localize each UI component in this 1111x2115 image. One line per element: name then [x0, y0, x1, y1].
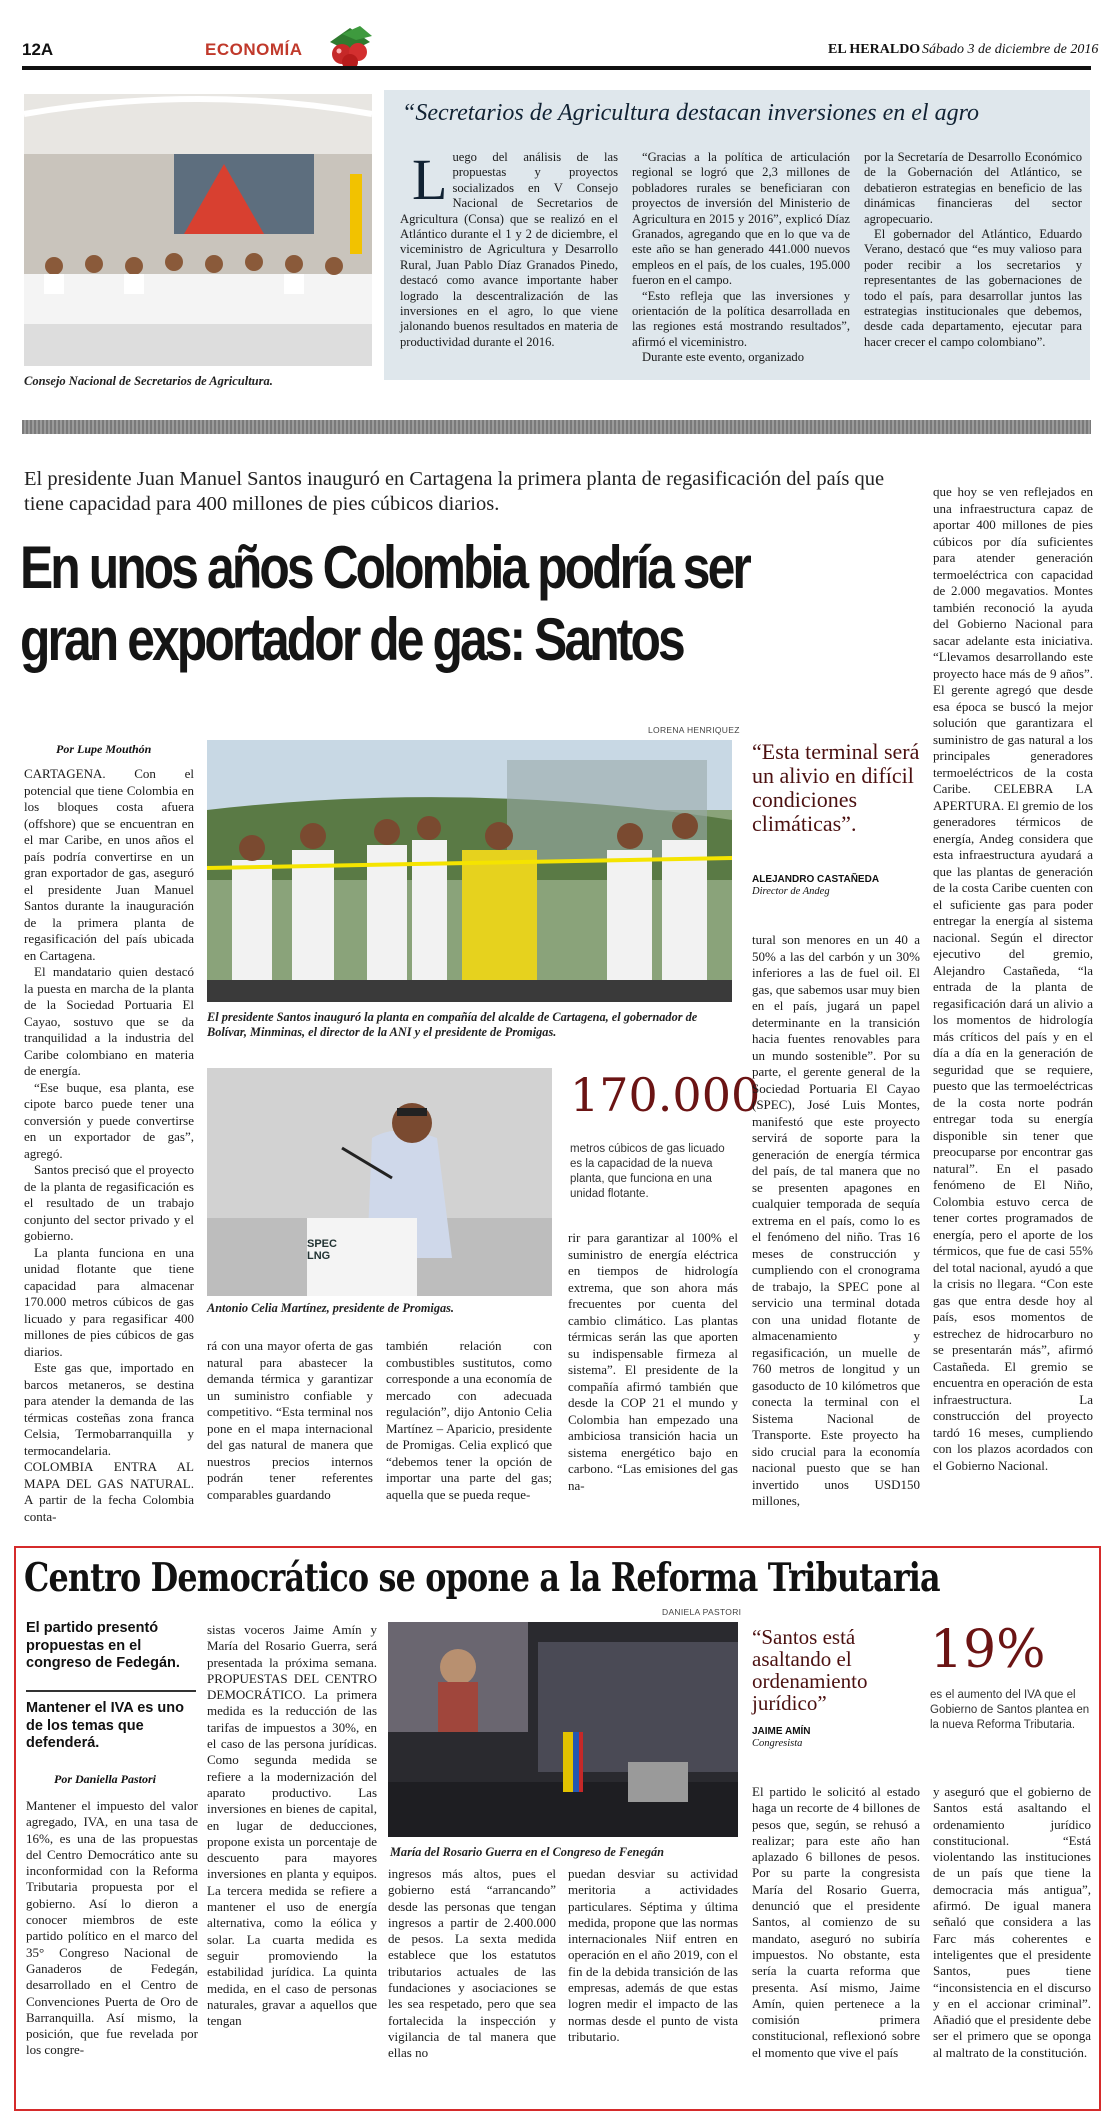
story3-column-6: y aseguró que el gobierno de Santos está asaltando el ordenamiento jurídico constitucional. “Está violentando las instituciones de un país que tiene la democracia más antigua”, afirmó. De igual manera señaló que considera a las Farc más coherentes e inteligentes que el presidente Santos, pues tiene “inconsistencia en el discurso y en el accionar criminal”. Añadió que el presidente debe ser el primero que se oponga al maltrato de la constitución.: [933, 1784, 1091, 2060]
story2-main-photo: [207, 740, 732, 1002]
story3-column-4: puedan desviar su actividad meritoria a actividades particulares. Séptima y última medida, propone que las normas internacionales Niif entren en operación en el año 2019, con el fin de la debida transición de las empresas, además de que estas logren medir el impacto de las normas desde el punto de vista tributario.: [568, 1866, 738, 2044]
story1-headline: “Secretarios de Agricultura destacan inversiones en el agro: [402, 100, 980, 126]
story3-lead-1: El partido presentó propuestas en el congreso de Fedegán.: [26, 1620, 180, 1671]
story3-quote-name: JAIME AMÍN: [752, 1726, 811, 1737]
story3-lead-2: Mantener el IVA es uno de los temas que defenderá.: [26, 1700, 184, 1751]
story2-column-3: también relación con combustibles sustitutos, como corresponde a una economía de mercado con adecuada regulación”, dijo Antonio Celia Martínez – Aparicio, presidente de Promigas. Celia explicó que “debemos tener la opción de importar una parte del gas; aquella que se pueda reque-: [386, 1338, 552, 1502]
story3-big-number: 19%: [930, 1620, 1046, 1680]
story3-column-5: El partido le solicitó al estado haga un recorte de 4 billones de pesos que, según, se rehusó a realizar; para este año han aplazado 6 billones de pesos. Por su parte la congresista María del Rosario Guerra, denunció que el presidente Santos, al comienzo de su mandato, aseguró no subiría impuestos. No obstante, esta sería la cuarta reforma que presenta. Así mismo, Jaime Amín, quien pertenece a la comisión primera constitucional, reflexionó sobre el momento que vive el país: [752, 1784, 920, 2060]
story2-column-2: rá con una mayor oferta de gas natural para abastecer la demanda térmica y garantizar un suministro confiable y competitivo. “Esta terminal nos pone en el mapa internacional del gas natural de manera que nuestros precios internos podrán tener referentes comparables guardando: [207, 1338, 373, 1502]
story2-quote-role: Director de Andeg: [752, 886, 830, 897]
story2-c1-p4: Santos precisó que el proyecto de la planta de regasificación es el resultado de un trabajo conjunto del sector privado y el gobierno.: [24, 1162, 194, 1243]
story2-c1-p7: COLOMBIA ENTRA AL MAPA DEL GAS NATURAL. A partir de la fecha Colombia conta-: [24, 1459, 194, 1524]
story2-column-1: [24, 766, 194, 1524]
christmas-ornaments-icon: [320, 22, 380, 72]
story3-lead-rule: [26, 1690, 196, 1692]
section-divider-bar: [22, 420, 1091, 434]
story3-photo-credit: DANIELA PASTORI: [662, 1607, 742, 1617]
story1-body-2b: “Esto refleja que las inversiones y orientación de la política desarrollada en las regiones está mostrando resultados”, afirmó el viceministro.: [632, 288, 850, 349]
story1-body-3a: por la Secretaría de Desarrollo Económico de la Gobernación del Atlántico, se debatieron estrategias en beneficio de las dinámicas financieras del sector agropecuario.: [864, 150, 1082, 226]
podium-sign: SPEC LNG: [307, 1238, 337, 1262]
story2-c1-p3: “Ese buque, esa planta, ese cipote barco puede tener una conversión y puede convertirse en un exportador de gas”, agregó.: [24, 1079, 194, 1161]
story1-body-2c: Durante este evento, organizado: [642, 350, 805, 365]
story1-body-2a: “Gracias a la política de articulación regional se logró que 2,3 millones de pobladores rurales se beneficiaran con proyectos de inversión del Ministerio de Agricultura en 2015 y 2016”, explicó Díaz Granados, agregando que en lo que va de este año se han generado 441.000 nuevos empleos en el país, de los cuales, 195.000 fueron en el campo.: [632, 150, 850, 288]
story2-quote-name: ALEJANDRO CASTAÑEDA: [752, 874, 880, 885]
story2-c1-p1: CARTAGENA. Con el potencial que tiene Colombia en los bloques costa afuera (offshore) que se encuentran en el mar Caribe, en unos años el país podría convertirse en un gran exportador de gas, aseguró el presidente Juan Manuel Santos durante la inauguración de la primera planta de regasificación del país ubicada en Cartagena.: [24, 766, 194, 963]
header-rule: [22, 66, 1091, 70]
story1-column-3: [864, 150, 1082, 372]
story3-column-3: ingresos más altos, pues el gobierno está “arrancando” desde las personas que tengan ingresos a partir de 2.400.000 de pesos. La sexta medida establece que los estatutos tributarios actuales de las fundaciones y asociaciones se les sea respetado, pero que sea fortalecida la inspección y vigilancia de tal manera que ellas no: [388, 1866, 556, 2061]
story1-column-2: [632, 150, 850, 372]
story2-secondary-photo-caption: Antonio Celia Martínez, presidente de Promigas.: [207, 1301, 454, 1315]
page-number: 12A: [22, 40, 54, 59]
story1-body-3b: El gobernador del Atlántico, Eduardo Verano, destacó que “es muy valioso para poder recibir a los secretarios y representantes de las gobernaciones de todo el país, para desarrollar juntos las estrategias institucionales que debemos, desde cada departamento, ejecutar para hacer crecer el campo colombiano”.: [864, 227, 1082, 349]
newspaper-name: EL HERALDO: [828, 42, 921, 57]
story2-c1-p6: Este gas que, importado en barcos metaneros, se destina para atender la demanda de las térmicas costeñas zona franca Celsia, Termobarranquilla y termocandelaria.: [24, 1360, 194, 1458]
story2-column-4: rir para garantizar al 100% el suministro de energía eléctrica en tiempos de hidrología extrema, que son ahora más frecuentes por cuenta del cambio climático. Las plantas térmicas serán las que aporten su indispensable firmeza al sistema”. El presidente de la compañía afirmó también que desde la COP 21 el mundo y Colombia han empezado una ambiciosa transición hacia un sistema energético bajo en carbono. “Las emisiones del gas na-: [568, 1230, 738, 1493]
story2-secondary-photo: [207, 1068, 552, 1296]
story3-column-1: Mantener el impuesto del valor agregado, IVA, en una tasa de 16%, es una de las propuestas del Centro Democrático ante su inconformidad con la Reforma Tributaria propuesta por el gobierno. Así lo dieron a conocer miembros de este partido político en el marco del 35° Congreso Nacional de Ganaderos de Fedegán, desarrollado en el Centro de Convenciones Puerta de Oro de Barranquilla. Así mismo, la posición, que fue revelada por los congre-: [26, 1798, 198, 2058]
story1-photo: [24, 94, 372, 366]
story2-big-number: 170.000: [570, 1068, 761, 1122]
story1-body-1: uego del análisis de las propuestas y proyectos socializados en V Consejo Nacional de Secretarios de Agricultura (Consa) que se realizó en el Atlántico durante el 1 y 2 de diciembre, el viceministro de Agricultura y Desarrollo Rural, Juan Pablo Díaz Granados Pinedo, destacó como avance importante haber logrado la descentralización de las inversiones en el agro, lo que viene jalonando buenos resultados en materia de productividad durante el 2016.: [400, 150, 618, 349]
story2-main-photo-caption: El presidente Santos inauguró la planta en compañía del alcalde de Cartagena, el gobernador de Bolívar, Minminas, el director de la ANI y el presidente de Promigas.: [207, 1010, 698, 1039]
story2-c1-p5: La planta funciona en una unidad flotante que tiene capacidad para almacenar 170.000 metros cúbicos de gas licuado y para regasificar 400 millones de pies cúbicos de gas diarios.: [24, 1244, 194, 1359]
story3-byline: Por Daniella Pastori: [54, 1772, 157, 1786]
story2-big-number-text: metros cúbicos de gas licuado es la capacidad de la nueva planta, que funciona en una unidad flotante.: [570, 1143, 725, 1200]
drop-cap: L: [412, 147, 448, 212]
story3-quote-role: Congresista: [752, 1738, 803, 1749]
story3-headline: Centro Democrático se opone a la Reforma Tributaria: [24, 1555, 940, 1601]
story3-column-2: sistas voceros Jaime Amín y María del Rosario Guerra, será presentada la próxima semana. PROPUESTAS DEL CENTRO DEMOCRÁTICO. La primera medida es la reducción de las tarifas de impuestos a 30%, en el caso de las persona jurídicas. Como segunda medida se refiere a la modernización del aparato productivo. Las inversiones en bienes de capital, en lugar de deducciones, propone exista un porcentaje de descuento para mayores inversiones en planta y equipos. La tercera medida se refiere a mantener el uso de energía alternativa, como la eólica y solar. La cuarta medida es seguir promoviendo la estabilidad jurídica. La quinta medida, en el caso de personas naturales, gravar a aquellos que tengan: [207, 1622, 377, 2029]
story3-photo-caption: María del Rosario Guerra en el Congreso de Fenegán: [390, 1845, 664, 1859]
story2-pull-quote: “Esta terminal será un alivio en difícil condiciones climáticas”.: [752, 739, 920, 836]
section-label: ECONOMÍA: [205, 40, 303, 59]
story2-column-6: que hoy se ven reflejados en una infraestructura capaz de aportar 400 millones de pies cúbicos por día suficientes para atender generación termoeléctrica con capacidad de 2.000 megavatios. Montes también reconoció la ayuda del Gobierno Nacional para sacar adelante esta iniciativa. “Llevamos desarrollando este proyecto hace más de 9 años”. El gerente agregó que desde esa época se buscó la mejor solución que garantizara el suministro de gas natural a los principales generadores termoeléctricos de la costa Caribe. CELEBRA LA APERTURA. El gremio de los generadores térmicos de energía, Andeg considera que esta infraestructura ayudará a que las plantas de generación de la costa Caribe cuenten con el suficiente gas para poder entregar la energía al sistema nacional. Según el director ejecutivo del gremio, Alejandro Castañeda, “la entrada de la planta de regasificación dará un alivio a los momentos de hidrología más críticos del país y en el día a día en la generación de seguridad que se requiere, puesto que las termoeléctricas de la costa norte podrán entregar toda su energía disponible sin tener que preocuparse por encontrar gas natural”. En el pasado fenómeno de El Niño, Colombia estuvo cerca de tener cortes programados de energía, pero el aporte de los térmicos, que fue de casi 55% del total nacional, ayudó a que la crisis no llegara. “Con este gas que entra desde hoy al país, esos momentos de estrechez de hidrocarburo no se presentarán más”, afirmó Castañeda. El gremio se encuentra en operación de esta infraestructura. La construcción del proyecto tardó 16 meses, cumpliendo con los plazos acordados con el Gobierno Nacional.: [933, 484, 1093, 1473]
story2-c1-p2: El mandatario quien destacó la puesta en marcha de la planta de la Sociedad Portuaria El Cayao, sostuvo que se da tranquilidad a la industria del Caribe colombiano en materia de energía.: [24, 964, 194, 1078]
story1-photo-caption: Consejo Nacional de Secretarios de Agricultura.: [24, 374, 273, 388]
story3-big-number-text: es el aumento del IVA que el Gobierno de Santos plantea en la nueva Reforma Tributaria.: [930, 1689, 1090, 1731]
story3-photo: [388, 1622, 738, 1837]
story2-photo-credit: LORENA HENRIQUEZ: [648, 725, 740, 735]
story1-column-1: [400, 147, 618, 372]
story2-byline: Por Lupe Mouthón: [56, 742, 152, 756]
issue-date: Sábado 3 de diciembre de 2016: [922, 42, 1099, 57]
story3-pull-quote: “Santos está asaltando el ordenamiento jurídico”: [752, 1625, 868, 1715]
story2-headline: En unos años Colombia podría ser gran exportador de gas: Santos: [20, 534, 749, 673]
story2-deck: El presidente Juan Manuel Santos inauguró en Cartagena la primera planta de regasificación del país que tiene capacidad para 400 millones de pies cúbicos diarios.: [24, 468, 885, 515]
story2-column-5: tural son menores en un 40 a 50% a las del carbón y un 30% inferiores a las de fuel oil. El gas, que sabemos usar muy bien en el país, jugará un papel determinante en la transición hacia fuentes renovables para un mundo sostenible”. Por su parte, el gerente general de la Sociedad Portuaria El Cayao (SPEC), José Luis Montes, manifestó que este proyecto servirá de soporte para la generación de energía térmica del país, de tal manera que no se presenten apagones en cualquier temporada de sequía extrema en el país, como lo es el fenómeno del niño. Tras 16 meses de construcción y cumpliendo con el cronograma de trabajo, la SPEC pone al servicio una terminal dotada con una unidad flotante de almacenamiento y regasificación, un muelle de 760 metros de longitud y un gasoducto de 10 kilómetros que conecta la terminal con el Sistema Nacional de Transporte. Este proyecto ha sido crucial para la economía nacional puesto que se han invertido unos USD150 millones,: [752, 932, 920, 1508]
